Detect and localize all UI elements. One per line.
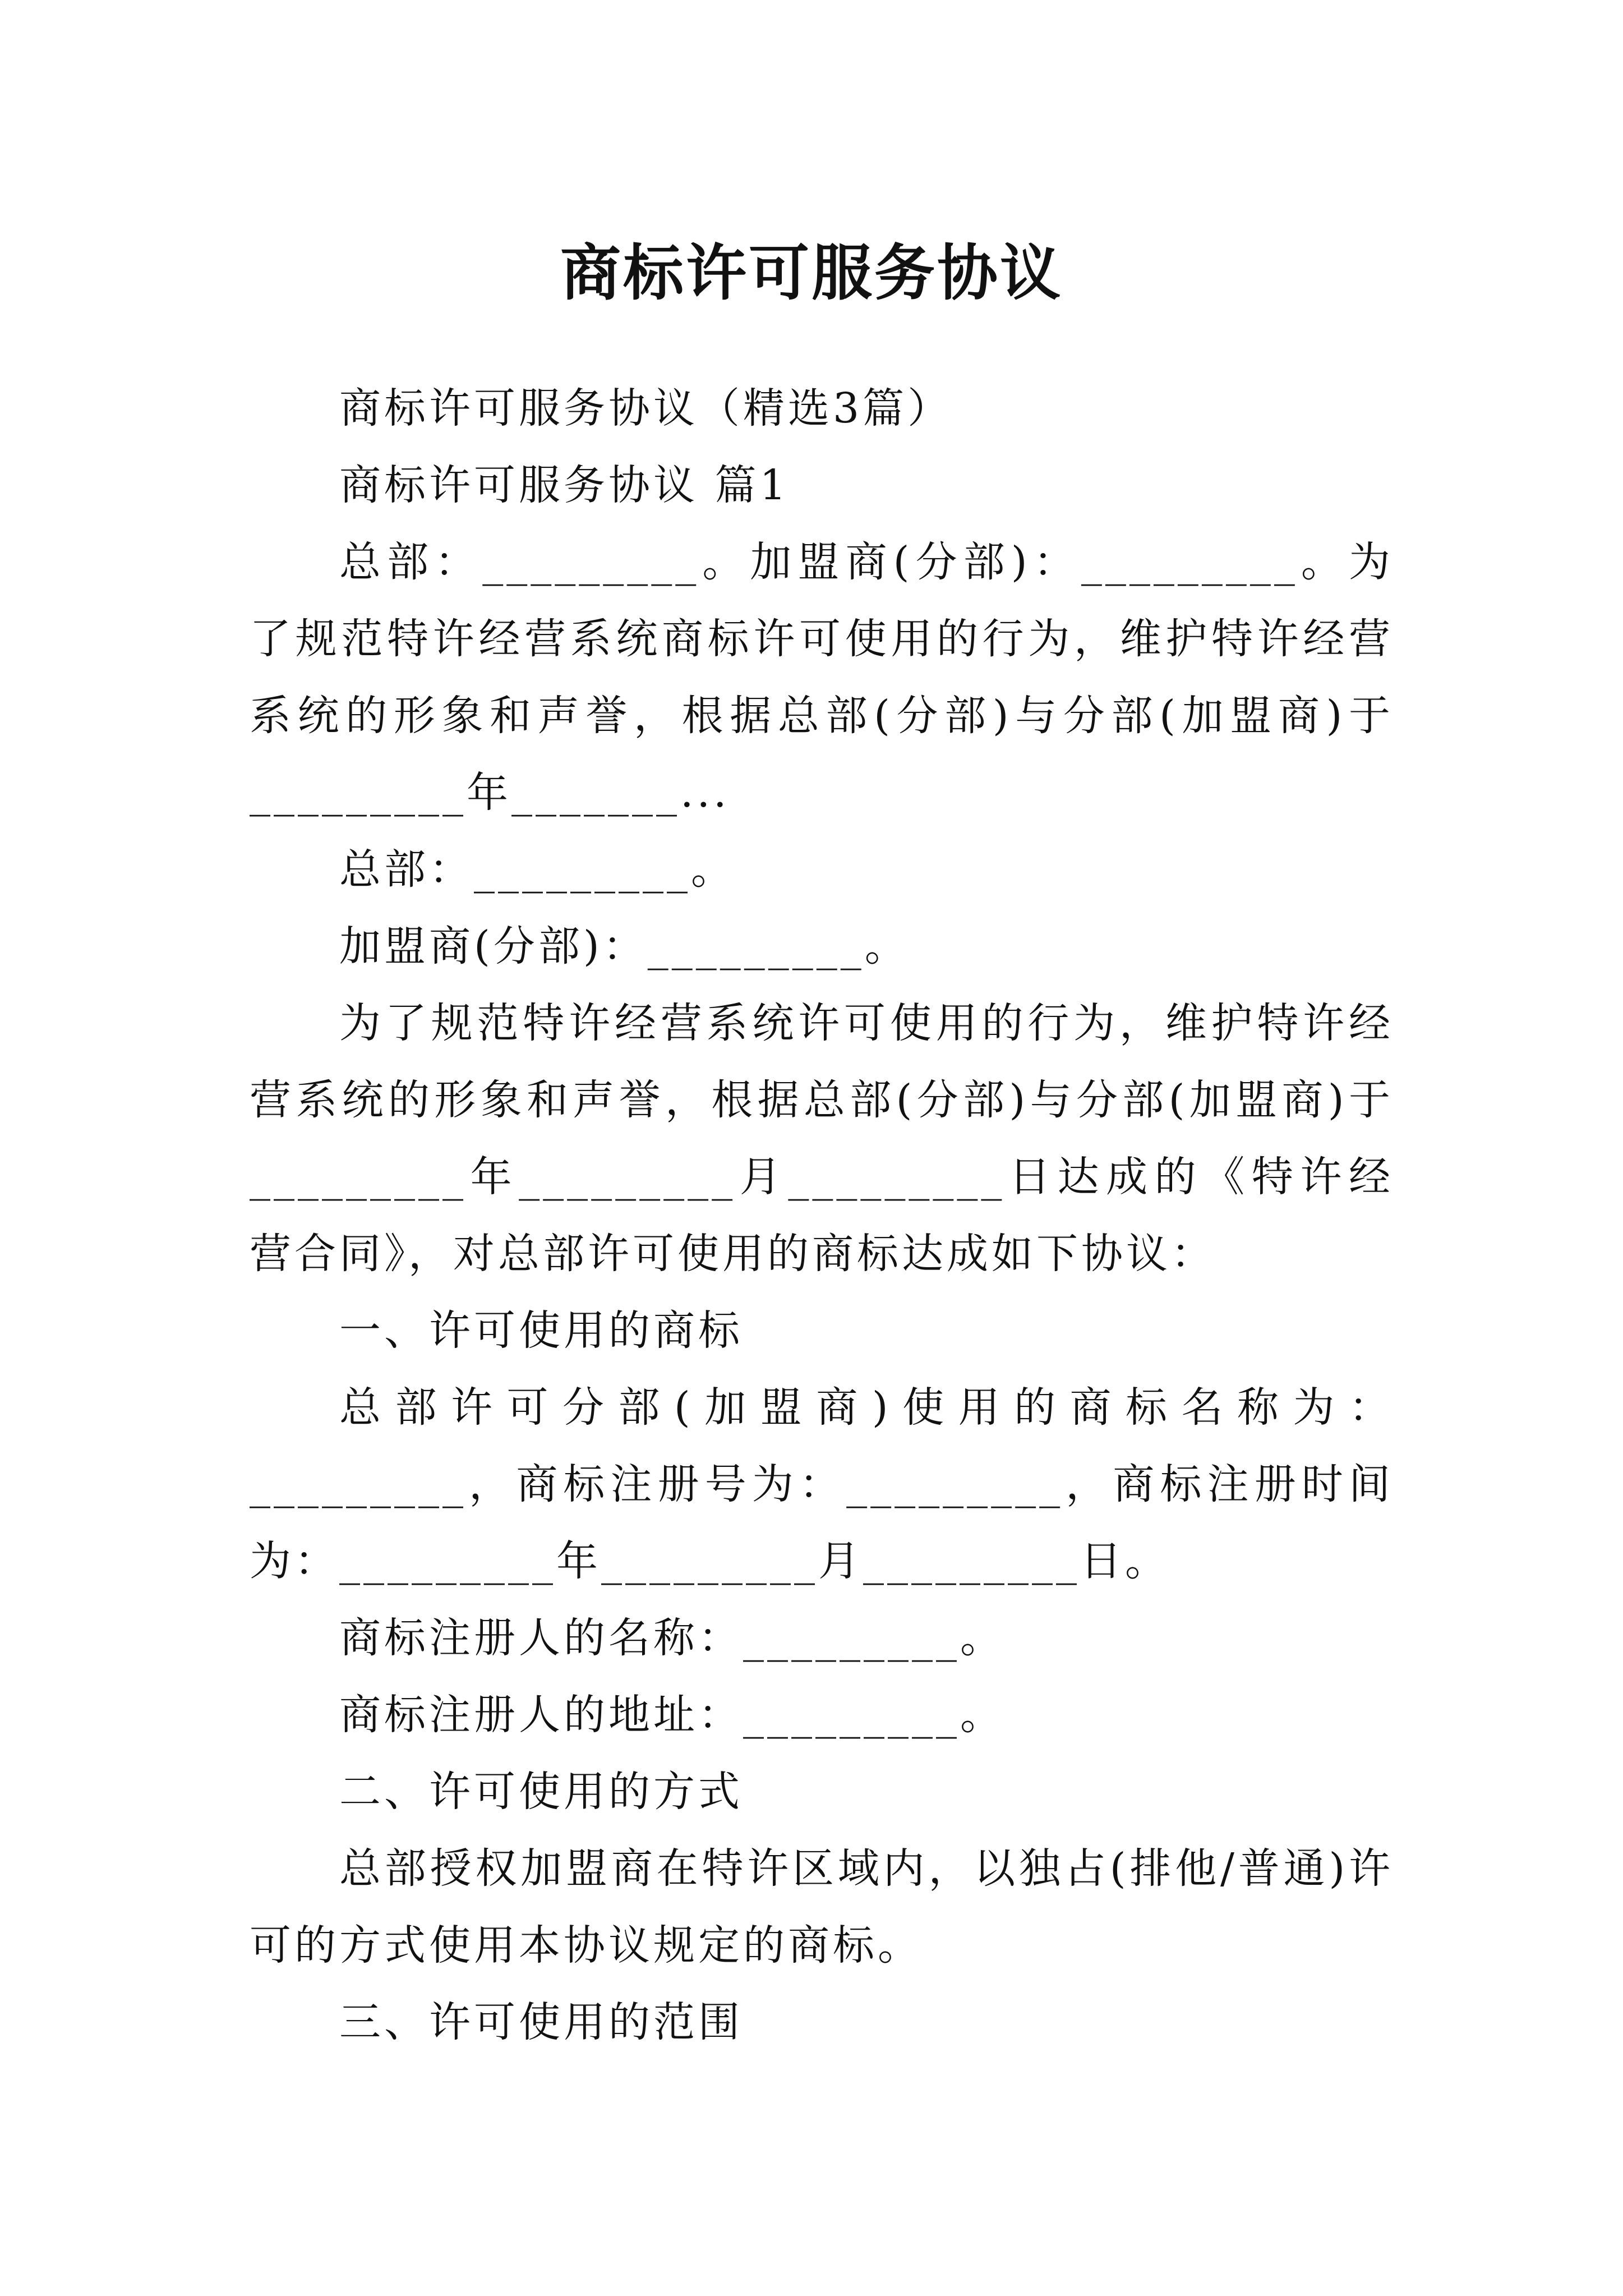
document-body (250, 370, 1394, 2061)
paragraph-headquarters: 总部：_________。 (339, 845, 736, 894)
paragraph-registrant-name: 商标注册人的名称：_________。 (339, 1614, 1005, 1662)
paragraph-summary: 总部：_________。加盟商(分部)：_________。为了规范特许经营系统商标许可使用的行为，维护特许经营系统的形象和声誉，根据总部(分部)与分部(加盟商)于_________年_______... (250, 538, 1394, 817)
paragraph-clause-1-body: 总部许可分部(加盟商)使用的商标名称为：_________，商标注册号为：_________，商标注册时间为：_________年_________月_________日。 (250, 1383, 1394, 1585)
paragraph-preamble: 为了规范特许经营系统许可使用的行为，维护特许经营系统的形象和声誉，根据总部(分部)与分部(加盟商)于_________年_________月_________日达成的《特许经营合同》，对总部许可使用的商标达成如下协议： (250, 999, 1394, 1278)
paragraph-clause-2-body: 总部授权加盟商在特许区域内，以独占(排他/普通)许可的方式使用本协议规定的商标。 (250, 1844, 1394, 1970)
paragraph-registrant-address: 商标注册人的地址：_________。 (339, 1691, 1005, 1739)
paragraph-clause-1-heading: 一、许可使用的商标 (339, 1306, 743, 1355)
paragraph-subtitle: 商标许可服务协议（精选3篇） (339, 384, 953, 432)
paragraph-franchisee: 加盟商(分部)：_________。 (339, 922, 910, 970)
document-title: 商标许可服务协议 (560, 238, 1063, 309)
paragraph-clause-2-heading: 二、许可使用的方式 (339, 1768, 743, 1816)
paragraph-clause-3-heading: 三、许可使用的范围 (339, 1998, 743, 2046)
paragraph-section-heading: 商标许可服务协议 篇1 (339, 461, 790, 509)
